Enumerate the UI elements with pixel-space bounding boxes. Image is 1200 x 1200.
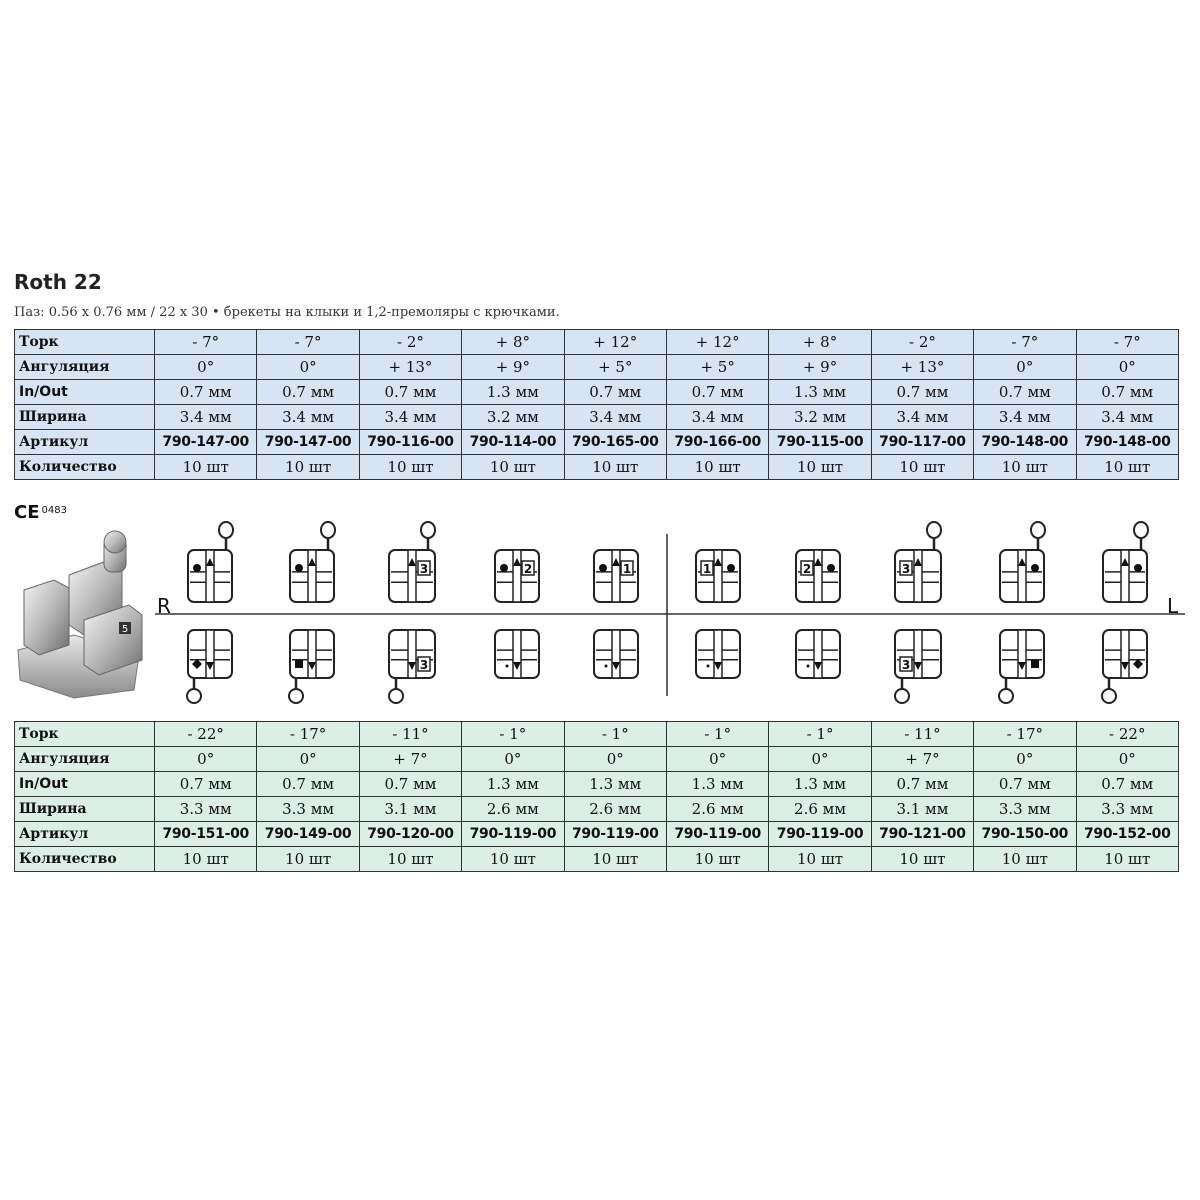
spec-cell: 790-119-00 [769,822,871,847]
spec-cell: 10 шт [462,847,564,872]
spec-cell: 0.7 мм [871,772,973,797]
spec-cell: - 1° [769,722,871,747]
spec-cell: 10 шт [1076,455,1178,480]
row-label: Торк [15,722,155,747]
bracket-number: 3 [901,562,911,576]
spec-cell: 2.6 мм [769,797,871,822]
spec-cell: 10 шт [871,847,973,872]
spec-cell: 0° [666,747,768,772]
ce-number: 0483 [41,505,67,516]
lower-bracket-icon [187,630,232,703]
spec-cell: 10 шт [666,455,768,480]
row-label: Ширина [15,797,155,822]
spec-cell: - 22° [1076,722,1178,747]
spec-cell: 0.7 мм [359,772,461,797]
spec-cell: + 13° [359,355,461,380]
spec-cell: 1.3 мм [769,772,871,797]
upper-bracket-icon [495,550,539,602]
bracket-number: 2 [523,562,533,576]
spec-cell: - 1° [462,722,564,747]
lower-bracket-icon [495,630,539,678]
spec-cell: + 7° [871,747,973,772]
svg-text:5: 5 [121,624,129,635]
upper-bracket-icon [1103,522,1148,602]
spec-cell: 3.3 мм [974,797,1076,822]
spec-cell: + 12° [666,330,768,355]
spec-cell: 790-114-00 [462,430,564,455]
row-label: Торк [15,330,155,355]
spec-cell: 10 шт [769,455,871,480]
upper-bracket-icon [895,522,941,602]
spec-cell: + 13° [871,355,973,380]
spec-cell: + 9° [462,355,564,380]
spec-cell: + 8° [462,330,564,355]
spec-row [15,847,1179,872]
spec-cell: + 9° [769,355,871,380]
spec-cell: 10 шт [769,847,871,872]
spec-cell: 0.7 мм [1076,772,1178,797]
lower-bracket-icon [1102,630,1147,703]
spec-cell: 0.7 мм [1076,380,1178,405]
row-label: Ангуляция [15,747,155,772]
spec-cell: - 1° [564,722,666,747]
upper-bracket-icon [796,550,840,602]
spec-cell: 3.2 мм [462,405,564,430]
side-label-right: R [157,594,171,618]
upper-bracket-icon [1000,522,1045,602]
spec-cell: - 11° [359,722,461,747]
spec-cell: 1.3 мм [666,772,768,797]
spec-row [15,747,1179,772]
spec-cell: 0° [974,747,1076,772]
spec-cell: 3.4 мм [564,405,666,430]
spec-cell: 2.6 мм [462,797,564,822]
row-label: In/Out [15,772,155,797]
spec-cell: 790-151-00 [155,822,257,847]
spec-cell: 0.7 мм [974,772,1076,797]
ce-mark: CE [14,502,40,523]
spec-cell: - 11° [871,722,973,747]
spec-cell: 0° [155,747,257,772]
spec-cell: 790-165-00 [564,430,666,455]
spec-cell: 0° [257,355,359,380]
row-label: Количество [15,455,155,480]
spec-cell: 790-147-00 [155,430,257,455]
spec-cell: 10 шт [257,455,359,480]
spec-cell: 0° [974,355,1076,380]
spec-cell: 0° [1076,355,1178,380]
spec-cell: 10 шт [155,455,257,480]
spec-cell: 3.4 мм [257,405,359,430]
spec-cell: + 7° [359,747,461,772]
spec-cell: 790-121-00 [871,822,973,847]
spec-cell: 790-166-00 [666,430,768,455]
lower-bracket-icon [895,630,941,703]
spec-cell: 0° [257,747,359,772]
row-label: Количество [15,847,155,872]
upper-bracket-icon [594,550,638,602]
spec-cell: 790-119-00 [462,822,564,847]
bracket-number: 1 [622,562,632,576]
bracket-number: 2 [802,562,812,576]
spec-cell: 790-152-00 [1076,822,1178,847]
spec-cell: 10 шт [564,455,666,480]
spec-cell: 0° [769,747,871,772]
spec-row [15,822,1179,847]
bracket-number: 3 [419,658,429,672]
spec-cell: 0° [1076,747,1178,772]
spec-cell: 790-119-00 [564,822,666,847]
row-label: Ангуляция [15,355,155,380]
spec-cell: - 7° [974,330,1076,355]
spec-cell: 3.3 мм [1076,797,1178,822]
lower-bracket-icon [594,630,638,678]
side-label-left: L [1167,594,1179,618]
spec-cell: 10 шт [564,847,666,872]
spec-cell: 0.7 мм [155,772,257,797]
upper-bracket-icon [188,522,233,602]
spec-cell: 10 шт [666,847,768,872]
spec-cell: 10 шт [1076,847,1178,872]
spec-cell: 10 шт [974,847,1076,872]
spec-row [15,722,1179,747]
spec-cell: 0° [155,355,257,380]
spec-cell: 0.7 мм [257,772,359,797]
spec-cell: 0.7 мм [871,380,973,405]
spec-cell: 0.7 мм [257,380,359,405]
spec-cell: 3.2 мм [769,405,871,430]
spec-cell: 1.3 мм [462,380,564,405]
spec-cell: 10 шт [359,455,461,480]
slot-description: Паз: 0.56 х 0.76 мм / 22 x 30 • брекеты на клыки и 1,2-премоляры с крючками. [14,305,560,320]
spec-cell: - 7° [257,330,359,355]
spec-cell: 790-149-00 [257,822,359,847]
lower-bracket-icon [389,630,435,703]
lower-bracket-icon [696,630,740,678]
spec-cell: 10 шт [155,847,257,872]
spec-cell: 10 шт [871,455,973,480]
lower-spec-table [14,721,1179,872]
spec-cell: 10 шт [359,847,461,872]
spec-cell: + 5° [564,355,666,380]
spec-cell: - 7° [155,330,257,355]
bracket-number: 3 [901,658,911,672]
bracket-number: 3 [419,562,429,576]
spec-cell: - 17° [974,722,1076,747]
row-label: Артикул [15,430,155,455]
spec-cell: 790-117-00 [871,430,973,455]
spec-cell: 1.3 мм [462,772,564,797]
lower-bracket-icon [999,630,1044,703]
upper-bracket-icon [290,522,335,602]
spec-cell: 1.3 мм [564,772,666,797]
spec-cell: 0.7 мм [359,380,461,405]
spec-cell: 3.4 мм [666,405,768,430]
spec-cell: 3.3 мм [155,797,257,822]
spec-cell: 2.6 мм [666,797,768,822]
spec-cell: 2.6 мм [564,797,666,822]
spec-cell: 3.1 мм [871,797,973,822]
spec-cell: 0° [462,747,564,772]
spec-cell: - 17° [257,722,359,747]
spec-cell: - 2° [871,330,973,355]
spec-cell: 790-148-00 [974,430,1076,455]
lower-bracket-icon [289,630,334,703]
upper-bracket-icon [696,550,740,602]
spec-cell: + 8° [769,330,871,355]
spec-cell: 10 шт [257,847,359,872]
spec-cell: 790-120-00 [359,822,461,847]
lower-bracket-icon [796,630,840,678]
spec-cell: 1.3 мм [769,380,871,405]
spec-cell: 3.4 мм [359,405,461,430]
spec-cell: 0.7 мм [564,380,666,405]
spec-cell: - 7° [1076,330,1178,355]
spec-cell: 10 шт [462,455,564,480]
spec-cell: 0° [564,747,666,772]
spec-row [15,772,1179,797]
row-label: Артикул [15,822,155,847]
spec-row [15,797,1179,822]
spec-cell: 10 шт [974,455,1076,480]
spec-cell: 790-148-00 [1076,430,1178,455]
spec-cell: 0.7 мм [666,380,768,405]
spec-cell: + 12° [564,330,666,355]
spec-cell: 790-116-00 [359,430,461,455]
spec-cell: 0.7 мм [974,380,1076,405]
spec-cell: 3.4 мм [974,405,1076,430]
spec-cell: 3.4 мм [1076,405,1178,430]
page-title: Roth 22 [14,270,102,294]
spec-cell: - 22° [155,722,257,747]
bracket-number: 1 [702,562,712,576]
spec-cell: 790-115-00 [769,430,871,455]
spec-cell: 3.4 мм [155,405,257,430]
upper-bracket-icon [389,522,435,602]
spec-cell: - 1° [666,722,768,747]
spec-cell: + 5° [666,355,768,380]
spec-cell: 0.7 мм [155,380,257,405]
spec-cell: 3.1 мм [359,797,461,822]
spec-cell: - 2° [359,330,461,355]
spec-cell: 3.4 мм [871,405,973,430]
spec-cell: 3.3 мм [257,797,359,822]
spec-cell: 790-119-00 [666,822,768,847]
row-label: In/Out [15,380,155,405]
spec-cell: 790-147-00 [257,430,359,455]
row-label: Ширина [15,405,155,430]
spec-cell: 790-150-00 [974,822,1076,847]
